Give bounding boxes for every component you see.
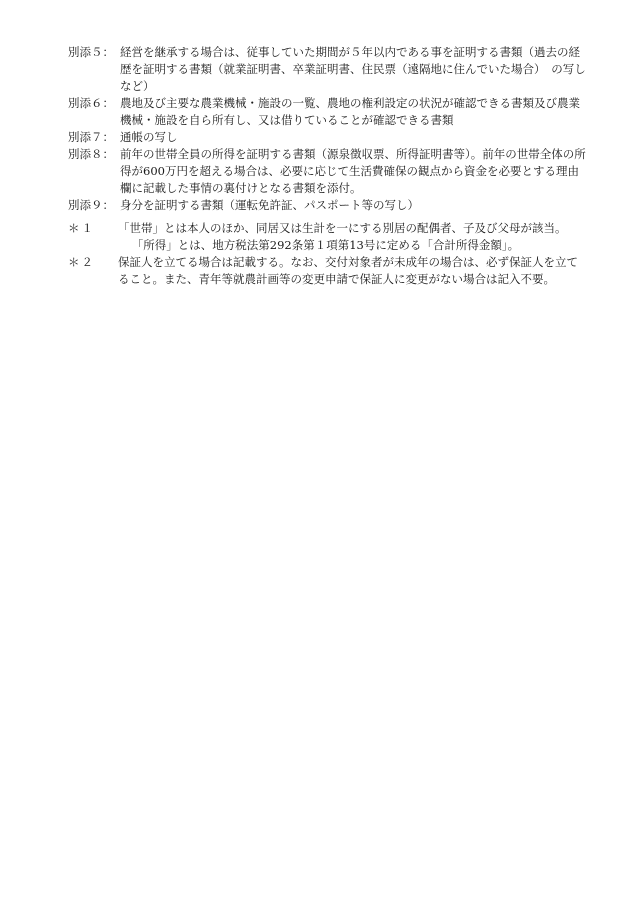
footnote-body [118,220,588,254]
attachment-item-9 [68,197,588,214]
attachment-item-7 [68,129,588,146]
attachment-item-8 [68,146,588,197]
attachment-text: 前年の世帯全員の所得を証明する書類（源泉徴収票、所得証明書等）。前年の世帯全体の所得が600万円を超える場合は、必要に応じて生活費確保の観点から資金を必要とする理由欄に記載した事情の裏付けとなる書類を添付。 [120,147,586,195]
attachment-text: 経営を継承する場合は、従事していた期間が５年以内である事を証明する書類（過去の経歴を証明する書類（就業証明書、卒業証明書、住民票（遠隔地に住んでいた場合） の写しなど） [120,45,586,93]
attachment-item-6 [68,95,588,129]
attachment-text: 身分を証明する書類（運転免許証、パスポート等の写し） [120,198,419,212]
footnote-mark: ＊２ [68,255,95,269]
attachment-label: 別添８： [68,147,114,161]
attachment-list [68,44,588,214]
attachment-label: 別添７： [68,130,114,144]
attachment-label: 別添６： [68,96,114,110]
attachment-text: 農地及び主要な農業機械・施設の一覧、農地の権利設定の状況が確認できる書類及び農業機械・施設を自ら所有し、又は借りていることが確認できる書類 [120,96,580,127]
footnote-paragraph: 「所得」とは、地方税法第292条第１項第13号に定める「合計所得金額」。 [131,238,520,252]
attachment-label: 別添５： [68,45,114,59]
footnote-2 [68,254,588,288]
attachment-label: 別添９： [68,198,114,212]
footnote-body [118,254,588,288]
attachment-text: 通帳の写し [120,130,178,144]
footnote-1 [68,220,588,254]
footnote-paragraph: 「世帯」とは本人のほか、同居又は生計を一にする別居の配偶者、子及び父母が該当。 [118,221,567,235]
footnote-list [68,220,588,288]
attachment-item-5 [68,44,588,95]
footnote-mark: ＊１ [68,221,95,235]
footnote-paragraph: 保証人を立てる場合は記載する。なお、交付対象者が未成年の場合は、必ず保証人を立てること。また、青年等就農計画等の変更申請で保証人に変更がない場合は記入不要。 [118,255,578,286]
